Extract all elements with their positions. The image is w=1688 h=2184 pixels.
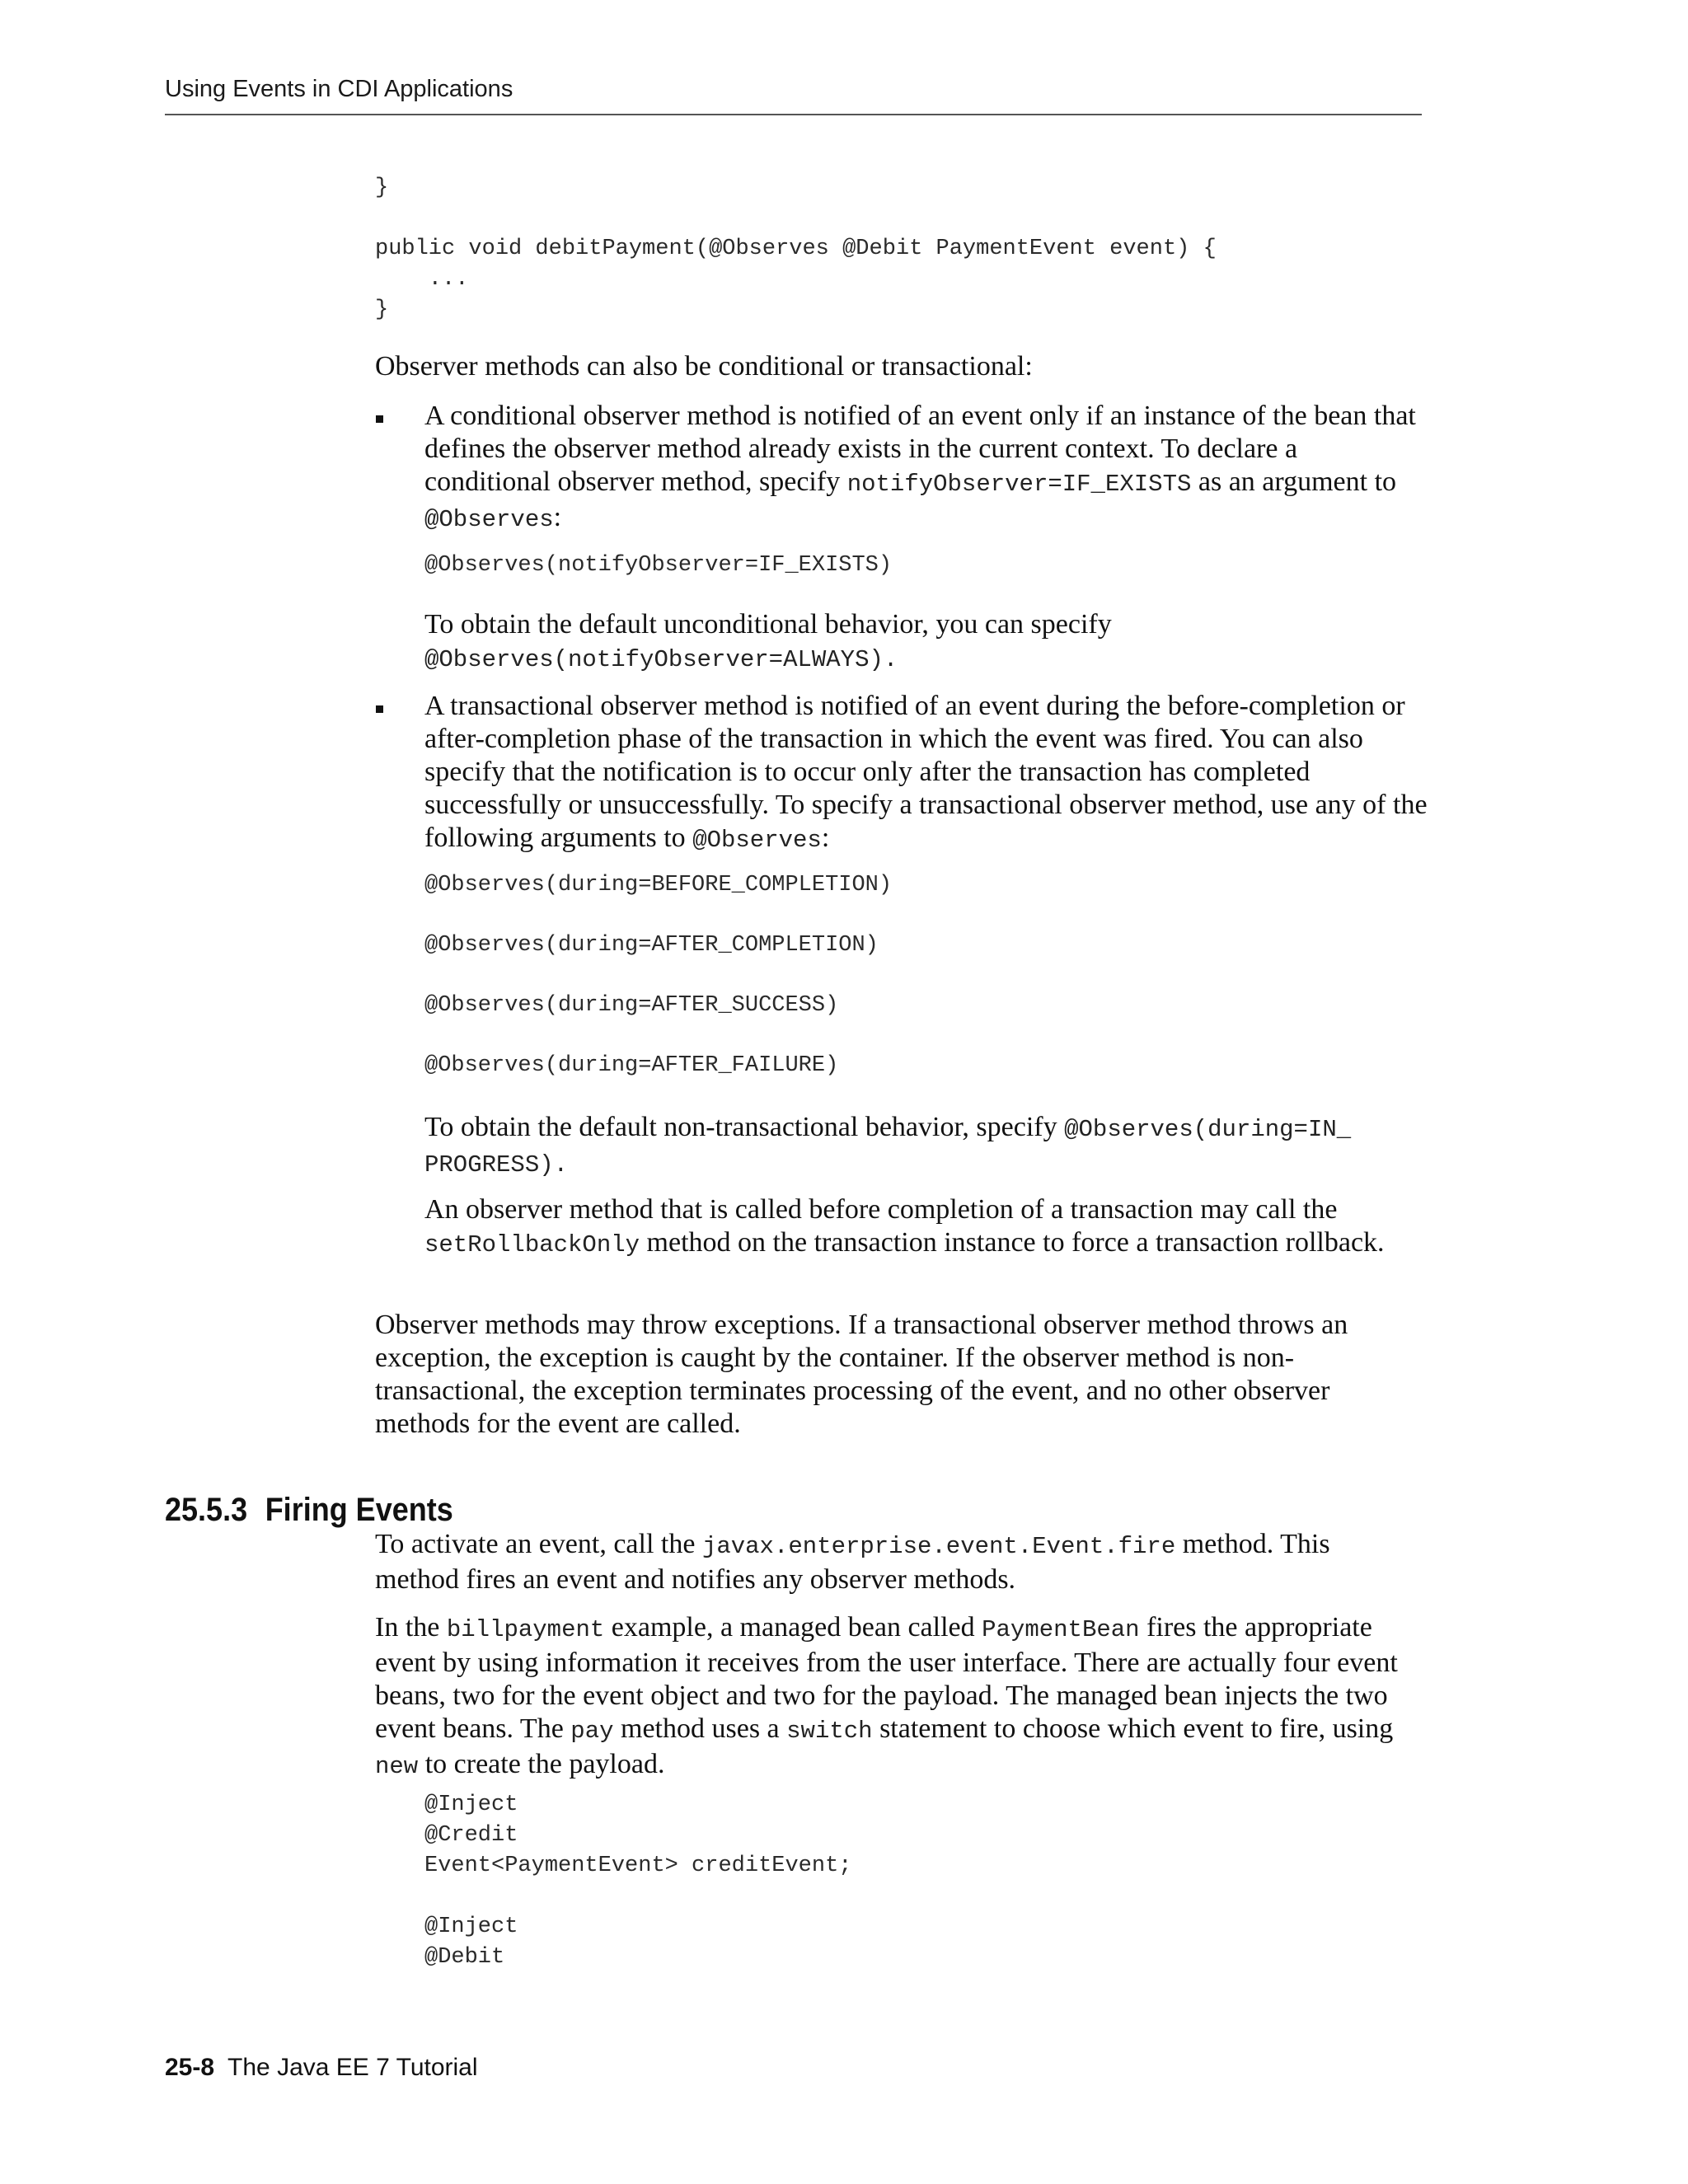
code-block-bottom [424, 1790, 851, 1973]
section-heading [165, 1492, 453, 1529]
inline-code: @Observes(notifyObserver=ALWAYS). [424, 646, 898, 673]
code-examples-block [424, 870, 892, 1081]
inline-code: billpayment [446, 1616, 605, 1643]
inline-code: @Observes [424, 506, 554, 533]
inline-code: switch [786, 1718, 873, 1745]
inline-code: pay [570, 1718, 614, 1745]
code-line: @Observes(during=AFTER_FAILURE) [424, 1053, 839, 1078]
bullet-conditional-text: A conditional observer method is notified of an event only if an instance of the bean that defines the observer method already exists in the current context. To declare a conditional observer method, specify notifyObserver=IF_EXISTS as an argument to @Observes: [424, 401, 1416, 533]
code-line: @Observes(during=BEFORE_COMPLETION) [424, 873, 893, 898]
bullet-transactional-text: A transactional observer method is notified of an event during the before-completion or after-completion phase of the transaction in which the event was fired. You can also specify that the notification is to occur only after the transaction has completed successfully or unsuccessfully. To specify a transactional observer method, use any of the following arguments to @Observes: [424, 691, 1428, 854]
code-line: public void debitPayment(@Observes @Debit PaymentEvent event) { [375, 237, 1217, 261]
inline-code: PROGRESS). [424, 1151, 569, 1179]
code-block-top [375, 173, 1217, 326]
header-rule [165, 114, 1422, 115]
inline-code: setRollbackOnly [424, 1231, 640, 1258]
code-line: @Observes(during=AFTER_COMPLETION) [424, 933, 879, 958]
bullet-marker [376, 415, 383, 423]
firing-paragraph-1: To activate an event, call the javax.enterprise.event.Event.fire method. This method fires an event and notifies any observer methods. [375, 1529, 1330, 1595]
bullet-conditional-followup: To obtain the default unconditional behavior, you can specify @Observes(notifyObserver=ALWAYS). [424, 609, 1112, 673]
inline-code: @Observes [692, 827, 822, 854]
code-line: @Credit [424, 1823, 518, 1848]
book-title: The Java EE 7 Tutorial [227, 2054, 478, 2081]
intro-paragraph: Observer methods can also be conditional or transactional: [375, 351, 1033, 382]
code-line: } [375, 176, 389, 200]
code-line: ... [375, 267, 469, 292]
section-number: 25.5.3 [165, 1492, 248, 1528]
bullet-transactional-followup-1: To obtain the default non-transactional behavior, specify @Observes(during=IN_ PROGRESS). [424, 1112, 1352, 1179]
section-title: Firing Events [265, 1492, 453, 1528]
code-example: @Observes(notifyObserver=IF_EXISTS) [424, 553, 893, 578]
code-line: @Observes(during=AFTER_SUCCESS) [424, 993, 839, 1018]
inline-code: PaymentBean [982, 1616, 1140, 1643]
code-line [424, 1882, 851, 1912]
inline-code: javax.enterprise.event.Event.fire [701, 1533, 1176, 1560]
code-line: } [375, 298, 389, 322]
inline-code: notifyObserver=IF_EXISTS [846, 471, 1192, 498]
bullet-marker [376, 705, 383, 713]
code-line: @Inject [424, 1793, 518, 1817]
code-line: @Debit [424, 1945, 505, 1970]
code-line: Event<PaymentEvent> creditEvent; [424, 1854, 852, 1878]
inline-code: @Observes(during=IN_ [1064, 1116, 1352, 1143]
running-header: Using Events in CDI Applications [165, 76, 513, 102]
exceptions-paragraph: Observer methods may throw exceptions. If a transactional observer method throws an exception, the exception is caught by the container. If the observer method is non-transactional, the exception terminates processing of the event, and no other observer methods for the event are called. [375, 1310, 1348, 1439]
firing-paragraph-2: In the billpayment example, a managed bean called PaymentBean fires the appropriate event by using information it receives from the user interface. There are actually four event beans, two for the event object and two for the payload. The managed bean injects the two event beans. The pay method uses a switch statement to choose which event to fire, using new to create the payload. [375, 1612, 1398, 1780]
code-line [375, 204, 1217, 234]
code-line: @Inject [424, 1915, 518, 1939]
page-number: 25-8 [165, 2054, 215, 2081]
page-footer [165, 2054, 478, 2082]
inline-code: new [375, 1753, 419, 1780]
bullet-transactional-followup-2: An observer method that is called before completion of a transaction may call the setRollbackOnly method on the transaction instance to force a transaction rollback. [424, 1194, 1385, 1258]
